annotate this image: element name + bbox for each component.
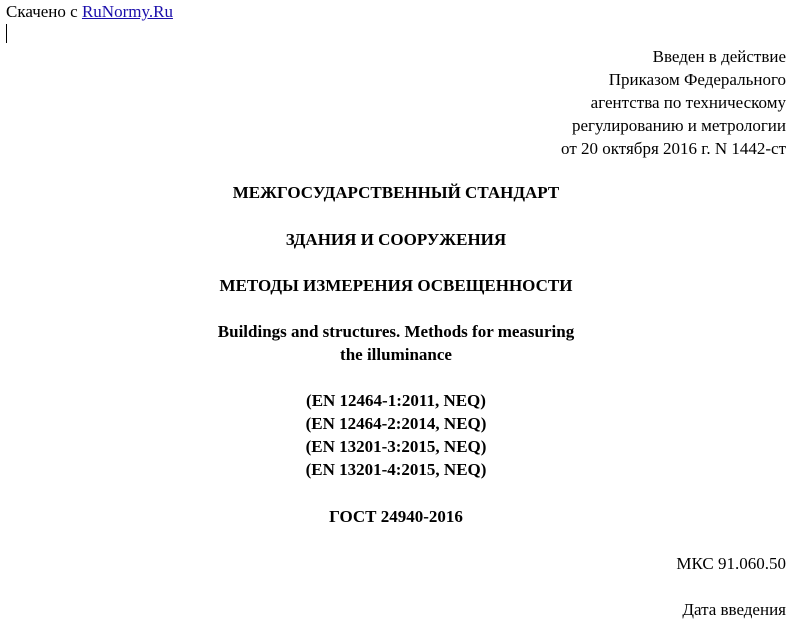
- text-cursor: [6, 24, 7, 43]
- download-source-line: [6, 0, 173, 23]
- references-block: [0, 389, 792, 481]
- reference-line: (EN 13201-3:2015, NEQ): [305, 437, 487, 456]
- standard-type: МЕЖГОСУДАРСТВЕННЫЙ СТАНДАРТ: [232, 183, 560, 202]
- reference-line: (EN 13201-4:2015, NEQ): [305, 460, 487, 479]
- subject-heading: [0, 228, 792, 251]
- gost-number-heading: [0, 505, 792, 528]
- downloaded-prefix: Скачено с: [6, 2, 82, 21]
- enactment-line: от 20 октября 2016 г. N 1442-ст: [561, 139, 786, 158]
- gost-number: ГОСТ 24940-2016: [329, 507, 463, 526]
- enactment-line: регулированию и метрологии: [571, 116, 786, 135]
- standard-type-heading: [0, 181, 792, 204]
- methods: МЕТОДЫ ИЗМЕРЕНИЯ ОСВЕЩЕННОСТИ: [219, 276, 573, 295]
- methods-heading: [0, 274, 792, 297]
- enactment-block: [561, 45, 786, 160]
- enactment-line: Введен в действие: [652, 47, 786, 66]
- subject: ЗДАНИЯ И СООРУЖЕНИЯ: [285, 230, 507, 249]
- enactment-line: Приказом Федерального: [608, 70, 786, 89]
- mks-code: МКС 91.060.50: [676, 554, 786, 573]
- runormy-link[interactable]: RuNormy.Ru: [81, 2, 173, 21]
- enactment-line: агентства по техническому: [590, 93, 786, 112]
- intro-date-label: Дата введения: [682, 600, 786, 619]
- english-title-line: Buildings and structures. Methods for measuring: [217, 322, 575, 341]
- reference-line: (EN 12464-1:2011, NEQ): [306, 391, 486, 410]
- english-title: [0, 320, 792, 366]
- reference-line: (EN 12464-2:2014, NEQ): [305, 414, 487, 433]
- english-title-line: the illuminance: [340, 345, 452, 364]
